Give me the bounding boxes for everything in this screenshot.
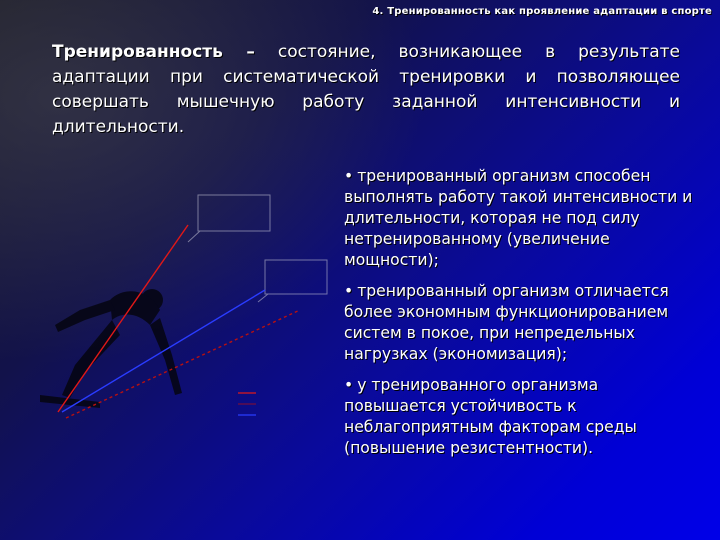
athlete-silhouette (40, 289, 182, 408)
bullet-marker: • (344, 167, 354, 185)
definition-paragraph (52, 40, 680, 140)
bullet-item-resistance (344, 375, 694, 459)
bullet-text: тренированный организм отличается более экономным функционированием систем в покое, при непредельных нагрузках (экономизация); (344, 282, 669, 363)
definition-text: состояние, возникающее в результате адаптации при систематической тренировки и позволяющее совершать мышечную работу заданной интенсивности и длительности. (52, 42, 680, 137)
bullet-list (344, 166, 694, 469)
sprinter-start-illustration (0, 150, 340, 530)
bullet-text: у тренированного организма повышается устойчивость к неблагоприятным факторам среды (повышение резистентности). (344, 376, 637, 457)
bullet-text: тренированный организм способен выполнять работу такой интенсивности и длительности, которая не под силу нетренированному (увеличение мощности); (344, 167, 693, 269)
performance-line-dashed (66, 310, 300, 418)
bullet-item-power (344, 166, 694, 271)
callout-box-upper (188, 195, 270, 242)
bullet-marker: • (344, 282, 354, 300)
bullet-marker: • (344, 376, 354, 394)
definition-term: Тренированность – (52, 42, 255, 62)
callout-box-lower (258, 260, 327, 302)
slide-title: 4. Тренированность как проявление адаптации в спорте (372, 6, 712, 17)
bullet-item-economization (344, 281, 694, 365)
